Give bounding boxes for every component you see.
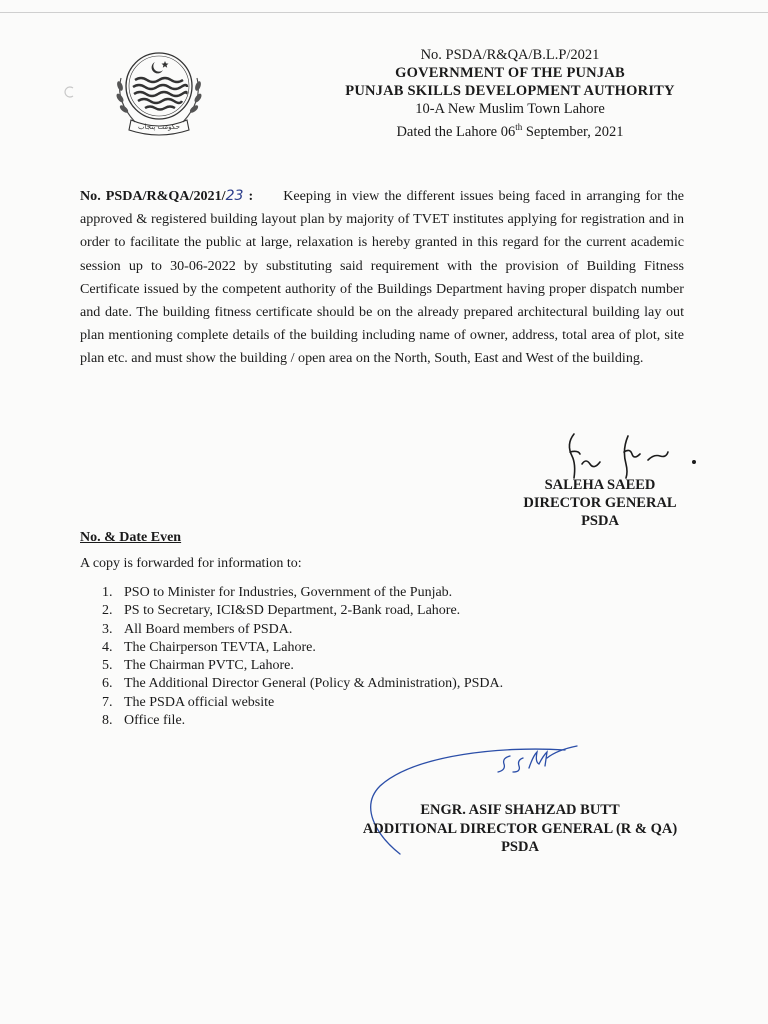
top-rule [0, 12, 768, 13]
notification-body: No. PSDA/R&QA/2021/23 : Keeping in view the different issues being faced in arranging for the approved & registered building layout plan by majority of TVET institutes applying for registration and in order to facilitate the public at large, relaxation is hereby granted in this regard for the current academic session up to 30-06-2022 by substituting said requirement with the provision of Building Fitness Certificate issued by the competent authority of the Buildings Department having proper dispatch number and date. The building fitness certificate should be on the already prepared architectural building lay out plan mentioning complete details of the building including name of owner, address, total area of plot, site plan etc. and must show the building / open area on the North, South, East and West of the building. [80, 188, 684, 367]
seal-script: حکومت پنجاب [138, 123, 180, 131]
authority-name: PUNJAB SKILLS DEVELOPMENT AUTHORITY [345, 83, 675, 99]
signatory-title: ADDITIONAL DIRECTOR GENERAL (R & QA) [362, 820, 678, 837]
no-date-even-heading: No. & Date Even [80, 530, 182, 545]
list-item: 5. The Chairman PVTC, Lahore. [102, 658, 294, 674]
signatory-name: ENGR. ASIF SHAHZAD BUTT [420, 802, 620, 818]
punjab-government-seal [105, 48, 213, 144]
signatory-org: PSDA [501, 839, 539, 855]
handwritten-number: 23 [225, 188, 244, 204]
list-item: 4. The Chairperson TEVTA, Lahore. [102, 639, 316, 655]
forwarding-note: A copy is forwarded for information to: [80, 556, 302, 571]
office-address: 10-A New Muslim Town Lahore [415, 101, 605, 117]
signatory-block-adg [340, 801, 700, 857]
signatory-title: DIRECTOR GENERAL [523, 495, 677, 511]
list-item: 2. PS to Secretary, ICI&SD Department, 2-Bank road, Lahore. [102, 603, 461, 619]
list-item: 3. All Board members of PSDA. [102, 621, 293, 637]
list-item: 1. PSO to Minister for Industries, Government of the Punjab. [102, 585, 453, 600]
letterhead [300, 46, 720, 141]
government-name: GOVERNMENT OF THE PUNJAB [395, 65, 625, 81]
issue-date: Dated the Lahore 06th September, 2021 [396, 122, 624, 140]
signatory-block-dg [500, 476, 700, 530]
body-text: Keeping in view the different issues being faced in arranging for the approved & registered building layout plan by majority of TVET institutes applying for registration and in order to facilitate the public at large, relaxation is hereby granted in this regard for the current academic session up to 30-06-2022 by substituting said requirement with the provision of Building Fitness Certificate issued by the competent authority of the Buildings Department having proper dispatch number and date. The building fitness certificate should be on the already prepared architectural building lay out plan mentioning complete details of the building including name of owner, address, total area of plot, site plan etc. and must show the building / open area on the North, South, East and West of the building. [80, 188, 684, 367]
punch-hole-icon [64, 86, 76, 98]
reference-number: No. PSDA/R&QA/B.L.P/2021 [420, 47, 600, 63]
recipient-list [96, 584, 503, 730]
list-item: 7. The PSDA official website [102, 694, 275, 710]
letter-number: No. PSDA/R&QA/2021/ [80, 188, 226, 204]
list-item: 6. The Additional Director General (Policy & Administration), PSDA. [102, 676, 504, 692]
signatory-org: PSDA [581, 513, 619, 529]
list-item: 8. Office file. [102, 713, 186, 729]
signatory-name: SALEHA SAEED [544, 477, 656, 493]
